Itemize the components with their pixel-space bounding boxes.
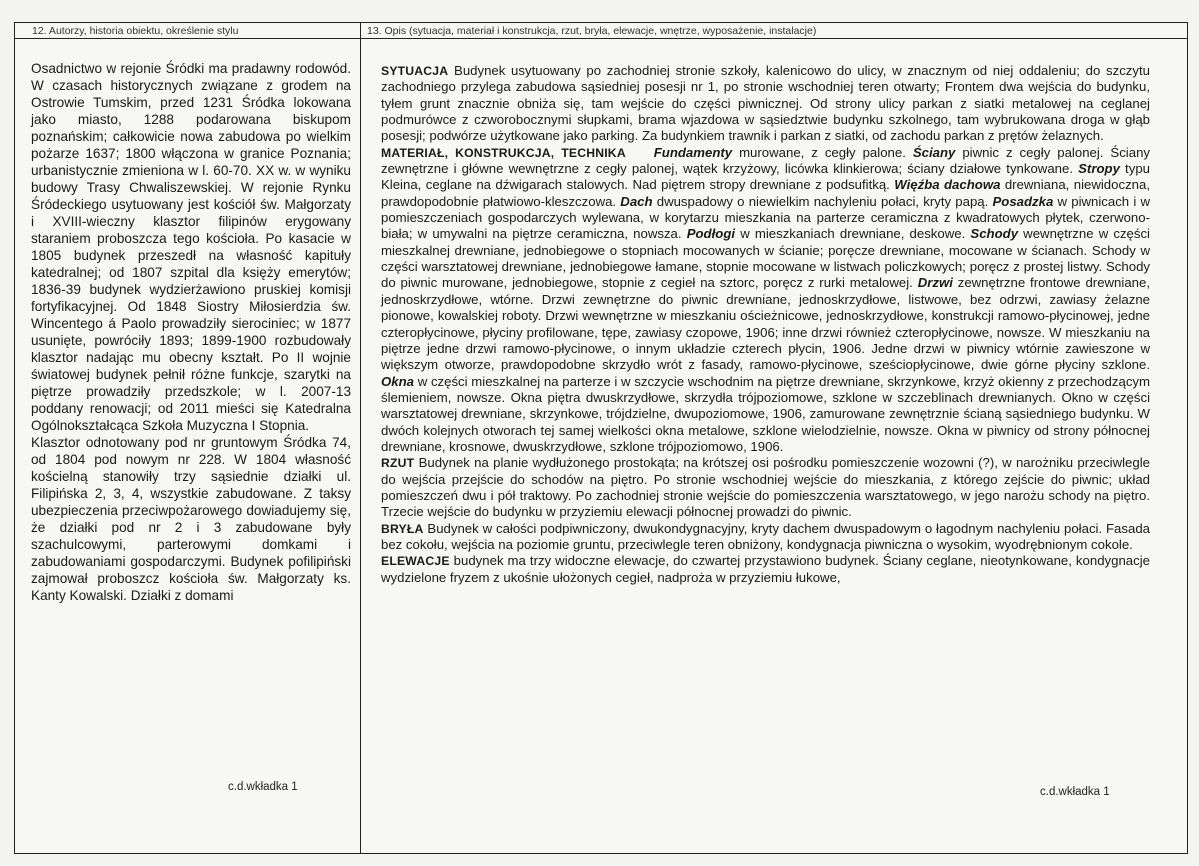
section-12-header: 12. Autorzy, historia obiektu, określenie stylu <box>14 23 360 39</box>
sytuacja-paragraph <box>381 63 1150 145</box>
elewacje-label: ELEWACJE <box>381 554 450 569</box>
podlogi-term: Podłogi <box>686 226 736 242</box>
wiezba-text: drewniana, niewidoczna, prawdopodobnie płatwiowo-kleszczowa. <box>381 177 1150 209</box>
schody-term: Schody <box>970 226 1019 242</box>
bryla-paragraph <box>381 521 1150 554</box>
column-divider <box>360 22 361 854</box>
elewacje-paragraph <box>381 553 1150 586</box>
drzwi-term: Drzwi <box>917 275 953 291</box>
dach-text: dwuspadowy o niewielkim nachyleniu połaci, kryty papą. <box>652 193 993 209</box>
okna-term: Okna <box>381 373 414 389</box>
okna-text: w części mieszkalnej na parterze i w szczycie wschodnim na piętrze drewniane, skrzynkowe, krzyż okienny z przechodzącym ślemieniem, nowsze. Okna piętra dwuskrzydłowe, skrzydła trójpoziomowe, szklone w szczeblinach drewnianych. Okno w części warsztatowej drewniane, skrzynkowe, trójdzielne, dwupoziomowe, 1906, zamurowane zewnętrznie ścianą sąsiedniego budynku. W dwóch kolejnych otworach tej samej wielkości okna metalowe, szklone wielodzielnie, nowsze. Okna w piwnicy od strony północnej drewniane, krosnowe, dwuskrzydłowe, szklone trójpoziomowo, 1906. <box>381 373 1150 454</box>
section-13-header: 13. Opis (sytuacja, materiał i konstrukcja, rzut, bryła, elewacje, wnętrze, wyposażenie, instalacje) <box>361 23 1188 39</box>
sytuacja-text: Budynek usytuowany po zachodniej stronie szkoły, kalenicowo do ulicy, w znacznym od niej oddaleniu; do szczytu zachodniego przylega zabudowa sąsiedniej posesji nr 1, po stronie wschodniej teren otwarty; Frontem dwa wejścia do budynku, tyłem grunt znacznie obniża się, tam wejście do części piwnicznej. Od strony ulicy parkan z siatki metalowej na ceglanej podmurówce z czworobocznymi słupkami, brama wjazdowa w sąsiedztwie budynku szkolnego, tam wybrukowana droga w głąb posesji; podwórze użytkowane jako parking. Za budynkiem trawnik i parkan z siatki, od zachodu parkan z prętów żelaznych. <box>381 63 1150 144</box>
bryla-text: Budynek w całości podpiwniczony, dwukondygnacyjny, kryty dachem dwuspadowym o łagodnym nachyleniu połaci. Fasada bez cokołu, wejścia na poziomie gruntu, przeciwlegle teren obniżony, kondygnacja piwniczna o wysokim, wyodrębnionym cokole. <box>381 520 1150 552</box>
stropy-text: typu Kleina, ceglane na dźwigarach stalowych. Nad piętrem stropy drewniane z podsufitką. <box>381 161 1150 193</box>
elewacje-text: budynek ma trzy widoczne elewacje, do czwartej przystawiono budynek. Ściany ceglane, nieotynkowane, kondygnacje wydzielone fryzem z ukośnie ułożonych cegieł, nadproża w przyziemiu łukowe, <box>381 553 1150 585</box>
material-label: MATERIAŁ, KONSTRUKCJA, TECHNIKA <box>381 145 626 160</box>
posadzka-text: w piwnicach i w pomieszczeniach gospodarczych wylewana, w korytarzu mieszkania na parterze ceramiczna z kwadratowych płytek, czerwono-biała; w umywalni na piętrze ceramiczna, nowsza. <box>381 193 1150 242</box>
history-paragraph-2: Klasztor odnotowany pod nr gruntowym Śródka 74, od 1804 pod nowym nr 228. W 1804 własność kościelną stanowiły trzy sąsiednie działki ul. Filipińska 2, 3, 4, wszystkie zabudowane. Z taksy ubezpieczenia przeciwpożarowego dowiadujemy się, że działki pod nr 2 i 3 zabudowane były szachulcowymi, parterowymi domkami i zabudowaniami gospodarczymi. Budynek pofilipiński zajmował proboszcz kościoła św. Małgorzaty ks. Kanty Kowalski. Działki z domami <box>31 435 351 603</box>
continued-note-left: c.d.wkładka 1 <box>228 781 298 793</box>
sciany-term: Ściany <box>912 144 956 160</box>
rzut-label: RZUT <box>381 456 415 471</box>
stropy-term: Stropy <box>1078 161 1120 177</box>
description-column <box>381 63 1150 586</box>
sytuacja-label: SYTUACJA <box>381 64 449 78</box>
dach-term: Dach <box>620 193 653 209</box>
fundamenty-term: Fundamenty <box>653 144 733 160</box>
posadzka-term: Posadzka <box>992 193 1054 209</box>
continued-note-right: c.d.wkładka 1 <box>1040 786 1110 798</box>
rzut-text: Budynek na planie wydłużonego prostokąta; na krótszej osi pośrodku pomieszczenie wozowni (?), w narożniku przeciwlegle do wejścia przejście do schodów na piętro. Po stronie wschodniej wejście do mieszkania, z którego zejście do piwnic; układ pomieszczeń dwu i pół traktowy. Po zachodniej stronie wejście do pomieszczenia warsztatowego, w jego narożu schody na piętro. Trzecie wejście do budynku w przyziemiu elewacji północnej prowadzi do piwnic. <box>381 455 1150 520</box>
fundamenty-text: murowane, z cegły palone. <box>732 144 913 160</box>
material-paragraph <box>381 145 1150 456</box>
sciany-text: piwnic z cegły palonej. Ściany zewnętrzne i główne wewnętrzne z cegły palonej, wątek krzyżowy, licówka klinkierowa; ściany działowe tynkowane. <box>381 144 1150 177</box>
bryla-label: BRYŁA <box>381 521 424 536</box>
history-column <box>31 60 351 604</box>
rzut-paragraph <box>381 455 1150 520</box>
history-paragraph-1: Osadnictwo w rejonie Śródki ma pradawny rodowód. W czasach historycznych związane z grodem na Ostrowie Tumskim, przed 1231 Śródka lokowana jako miasto, 1288 podarowana biskupom poznańskim; całkowicie nowa zabudowa po wielkim pożarze 1637; 1800 włączona w granice Poznania; urbanistycznie zmieniona w l. 60-70. XX w. w wyniku budowy Trasy Chwaliszewskiej. W rejonie Rynku Śródeckiego usytuowany jest kościół św. Małgorzaty i XVIII-wieczny klasztor filipinów erygowany staraniem proboszcza tego kościoła. Po kasacie w 1805 budynek przeszedł na własność kapituły katedralnej; od 1807 szpital dla księży emerytów; 1836-39 budynek wydzierżawiono pruskiej komisji fortyfikacyjnej. Od 1848 Siostry Miłosierdzia św. Wincentego á Paolo prowadziły sierociniec; w 1877 usunięte, powróciły 1893; 1899-1900 rozbudowały klasztor nadając mu obecny kształt. Po II wojnie światowej budynek pełnił różne funkcje, szarytki na piętrze prowadziły przedszkole; w l. 2007-13 poddany renowacji; od 2011 mieści się Katedralna Ogólnokształcąca Szkoła Muzyczna I Stopnia. <box>31 61 351 433</box>
schody-text: wewnętrzne w części mieszkalnej drewniane, jednobiegowe o stopniach mocowanych w ścianie; poręcze drewniane, mocowane w ścianach. Schody w części warsztatowej drewniane, jednobiegowe łamane, stopnie mocowane w listwach policzkowych; poręcz z prostej listwy. Schody do piwnic murowane, jednobiegowe, stopnie z cegieł na sztorc, poręcz z rurki metalowej. <box>381 226 1150 291</box>
drzwi-text: zewnętrzne frontowe drewniane, jednoskrzydłowe, wtórne. Drzwi zewnętrzne do piwnic drewniane, jednoskrzydłowe, listwowe, bez odrzwi, zawiasy żelazne pionowe, kowalskiej roboty. Drzwi wewnętrzne w mieszkaniu ościeżnicowe, jednoskrzydłowe, konstrukcji ramowo-płycinowej, jedne czteropłycinowe, płyciny profilowane, tępe, zawiasy czopowe, 1906; inne drzwi również czteropłycinowe, nowsze. W mieszkaniu na piętrze jedne drzwi ramowo-płycinowe, o innym układzie czterech płycin, 1906. Jedne drzwi w piwnicy wtórnie zawieszone w większym otworze, prawdopodobne skrzydło wrót z fasady, ramowo-płycinowe, sześciopłycinowe, dwie górne płyciny szklone. <box>381 275 1150 373</box>
wiezba-term: Więźba dachowa <box>894 177 1001 193</box>
podlogi-text: w mieszkaniach drewniane, deskowe. <box>735 226 971 242</box>
